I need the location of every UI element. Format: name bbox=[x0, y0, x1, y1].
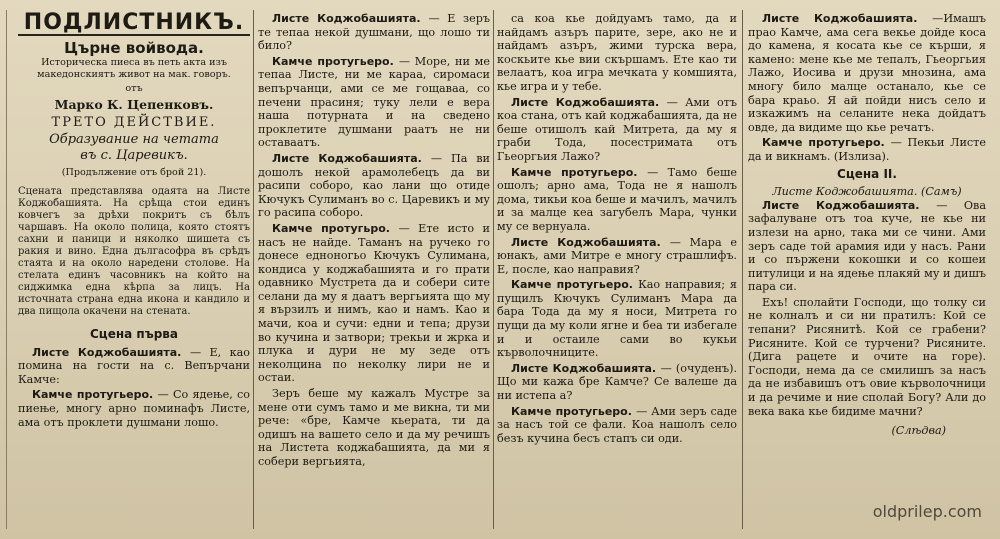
dialogue-text: — Тамо беше ошолъ; арно ама, Тода не я нашолъ дома, тикьи коа беше и мачилъ, мачилъ и за малце кеа загубелъ Мара, чунки му се вернуала. bbox=[497, 165, 737, 233]
scene-subheading: Листе Коджобашията. (Самъ) bbox=[772, 185, 962, 199]
dialogue-text: — Пекьи Листе да и викнамъ. (Излиза). bbox=[748, 136, 986, 163]
dialogue-block bbox=[18, 346, 250, 430]
dialogue-line bbox=[497, 96, 737, 164]
speaker-name: Листе Коджобашията. bbox=[511, 95, 667, 109]
speaker-name: Листе Коджобашията. bbox=[272, 151, 431, 165]
dialogue-line bbox=[497, 362, 737, 403]
dialogue-text: са коа кье дойдуамъ тамо, да и найдамъ азъръ парите, зере, ако не и найдамъ азъръ, жими турска вера, коскьите кье вии скършамъ. Ете као ти велаатъ, коа игра мечката у комшията, кье игра и у тебе. bbox=[497, 12, 737, 93]
dialogue-line bbox=[497, 278, 737, 360]
speaker-name: Листе Коджобашията. bbox=[511, 361, 661, 375]
dialogue-text: Као направия; я пущилъ Кючукъ Сулиманъ Мара да бара Тода да му я носи, Митрета го пущи да му коли ягне и беа ти избегале и и остаиле сами во кукьи кърволочниците. bbox=[497, 278, 737, 360]
speaker-name: Камче протугьеро. bbox=[32, 388, 158, 402]
dialogue-text: — Е, као помина на гости на с. Вепърчани Камче: bbox=[18, 345, 250, 386]
speaker-name: Листе Коджобашията. bbox=[762, 12, 933, 25]
column-rule bbox=[493, 10, 494, 529]
dialogue-text: — Ова зафалуване отъ тоа куче, не кье ни излези на арно, така ми се чини. Ами зеръ саде той арамия иди у насъ. Рани и со пържени кокошки и со кошеи питулици и на ядење плакяй му и дишъ пара си. bbox=[748, 198, 986, 294]
dialogue-line bbox=[748, 296, 986, 418]
scene-heading: Сцена II. bbox=[837, 166, 897, 181]
dialogue-text: Зеръ беше му кажалъ Мустре за мене оти сумъ тамо и ме викна, ти ми рече: «бре, Камче кьерата, ти да одишъ на вашето село и да му речишъ на Листета коджабашията, да ми я собери вергьията, bbox=[258, 387, 490, 468]
dialogue-block bbox=[748, 199, 986, 419]
dialogue-text: — Ете исто и насъ не найде. Таманъ на ручеко го донесе едноногьо Кючукъ Сулимана, кондиса у коджабашията и го прати одавнико Мустрета да и собери сите селани да му я даатъ вергьията що му я вързилъ и нимъ, као и намъ. Као и мачи, коа и сучи: едни и тепа; друзи во кучина и затвори; трекьи и жрка и плука и дури не му зеде отъ неколцина по неколку лири не и остаи. bbox=[258, 221, 490, 385]
speaker-name: Камче протугьро. bbox=[272, 221, 399, 235]
dialogue-block bbox=[258, 12, 490, 469]
dialogue-line bbox=[497, 405, 737, 446]
dialogue-text: — Ами отъ коа стана, отъ кай коджабашията, да не беше отишолъ кай Митрета, да му я граби Тода, посестримата отъ Гьеоргьия Лажо? bbox=[497, 95, 737, 163]
continuation-note: (Продължение отъ брой 21). bbox=[61, 166, 207, 178]
play-subtitle: Историческа пиеса въ петь акта изъ македонскиятъ живот на мак. говоръ. bbox=[37, 57, 231, 80]
column-2 bbox=[258, 12, 490, 525]
dialogue-text: — Мара е юнакъ, ами Митре е многу страшлифъ. Е, после, као направия? bbox=[497, 235, 737, 276]
dialogue-text: — Ами зеръ саде за насъ той се фали. Коа нашолъ село безъ кучина бесъ стапъ си оди. bbox=[497, 404, 737, 445]
dialogue-text: Ехъ! сполайти Господи, що толку си не колналъ и си ни пратилъ: Кой се тепани? Рисянитѣ. Кой се грабени? Рисяните. Кой се турчени? Рисяните. (Дига рацете и очите на горе). Господи, нема да се смилишъ за насъ да не избавишъ отъ овие кърволочници и да речиме и ние сполай Богу? Али до века вака кье бидиме мачни? bbox=[748, 295, 986, 418]
watermark: oldprilep.com bbox=[872, 502, 982, 521]
dialogue-line bbox=[258, 12, 490, 53]
column-3 bbox=[497, 12, 737, 525]
dialogue-text: — (очуденъ). Що ми кажа бре Камче? Се валеше да ни истепа а? bbox=[497, 361, 737, 403]
dialogue-line bbox=[748, 199, 986, 294]
stage-note: Сцената представлява одаята на Листе Коджобашията. На срѣща стои единъ ковчегъ за дрѣхи покритъ съ бѣлъ чаршавъ. На около полица, която стоятъ сахни и паници и няколко шишета съ ракия и вино. Една дългасофра въ срѣдъ стаята и на около наредени столове. На стелата единъ часовникъ на който на сиджимка една кѣрпа за лицъ. На источната страна една икона и кандило и два пищола окачени на стената. bbox=[18, 186, 250, 317]
scene-heading: Сцена първа bbox=[90, 327, 178, 341]
dialogue-line bbox=[748, 12, 986, 134]
dialogue-text: —Имашъ прао Камче, ама сега векье дойде коса до камена, я косата кье се кърши, я камено: мене кье ме тепалъ, Гьеоргьия Лажо, Иосива и друзи мнозина, ама многу било малце останало, кье се бара краьо. Я ай пойди нисъ село и изкажимъ на селаните нека дойдатъ овде, да видиме що кье речатъ. bbox=[748, 12, 986, 134]
masthead: ПОДЛИСТНИКЪ. bbox=[18, 12, 250, 36]
dialogue-text: — Па ви дошолъ некой арамолебецъ да ви расипи соборо, као лани що отиде Кючукъ Сулиманъ во с. Царевикъ и му го расипа соборо. bbox=[258, 151, 490, 220]
speaker-name: Камче протугьеро. bbox=[511, 165, 648, 179]
author: Марко К. Цепенковъ. bbox=[54, 97, 214, 113]
column-1 bbox=[18, 12, 250, 525]
column-rule bbox=[253, 10, 254, 529]
dialogue-line bbox=[497, 12, 737, 94]
speaker-name: Камче протугьеро. bbox=[511, 278, 639, 292]
speaker-name: Листе Коджобашията. bbox=[272, 12, 429, 25]
dialogue-line bbox=[748, 136, 986, 163]
column-rule bbox=[742, 10, 743, 529]
dialogue-text: — Со ядење, со пиење, многу арно поминафъ Листе, ама отъ проклети душмани лошо. bbox=[18, 388, 250, 429]
act-heading: ТРЕТО ДЕЙСТВИЕ. bbox=[51, 115, 217, 130]
dialogue-block bbox=[497, 12, 737, 445]
dialogue-line bbox=[18, 388, 250, 429]
act-subtitle: Образувание на четата bbox=[49, 131, 219, 147]
dialogue-text: — Е зеръ те тепаа некой душмани, що лошо ти било? bbox=[258, 12, 490, 53]
speaker-name: Камче протугьеро. bbox=[511, 404, 637, 418]
speaker-name: Камче протугьеро. bbox=[762, 136, 891, 150]
play-title: Църне войвода. bbox=[64, 38, 204, 57]
dialogue-line bbox=[18, 346, 250, 387]
dialogue-line bbox=[258, 55, 490, 150]
act-subtitle: въ с. Царевикъ. bbox=[80, 147, 188, 163]
dialogue-line bbox=[258, 222, 490, 385]
column-4 bbox=[748, 12, 986, 525]
column-rule bbox=[6, 10, 7, 529]
to-be-continued: (Слѣдва) bbox=[891, 424, 946, 438]
dialogue-line bbox=[497, 166, 737, 234]
dialogue-block bbox=[748, 12, 986, 164]
dialogue-line bbox=[497, 236, 737, 277]
speaker-name: Листе Коджобашията. bbox=[762, 198, 937, 212]
author-from: отъ bbox=[125, 83, 143, 94]
dialogue-line bbox=[258, 387, 490, 469]
speaker-name: Камче протугьеро. bbox=[272, 54, 399, 68]
speaker-name: Листе Коджобашията. bbox=[32, 345, 190, 359]
dialogue-line bbox=[258, 152, 490, 220]
dialogue-text: — Море, ни ме тепаа Листе, ни ме караа, сиромаси вепърчанци, ами се ме гощаваа, со печени прасиня; туку лели е вера наша потурната и на сведено проклетите душмани раатъ не ни оставаатъ. bbox=[258, 54, 490, 150]
speaker-name: Листе Коджобашията. bbox=[511, 235, 670, 249]
